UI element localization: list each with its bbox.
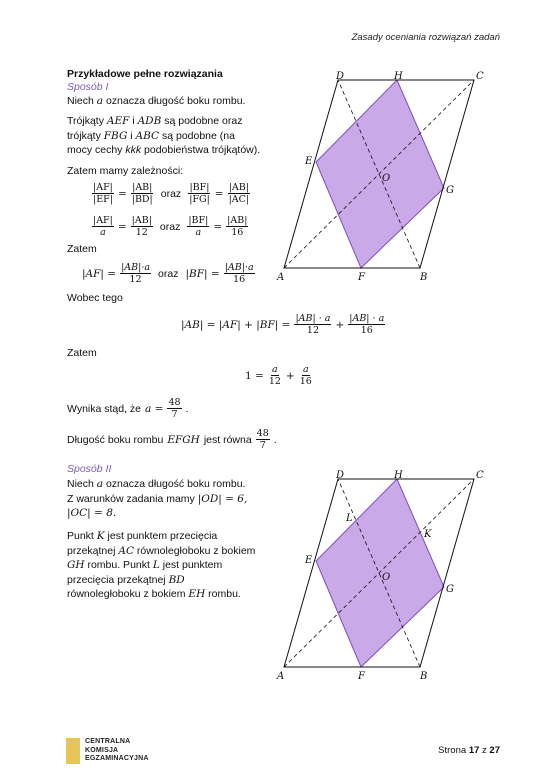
zatem-1: Zatem: [67, 243, 97, 255]
text: przecięcia przekątnej: [67, 573, 169, 586]
text: są podobne oraz: [161, 115, 243, 127]
fraction: [92, 215, 114, 238]
denominator: 16: [299, 376, 312, 387]
logo-emblem-icon: [66, 738, 80, 764]
denominator: 12: [129, 274, 142, 285]
math-var: EFGH: [167, 433, 200, 446]
numerator: |AB|·a: [224, 262, 254, 273]
text: Z warunków zadania mamy: [67, 492, 198, 505]
fraction: [256, 428, 270, 451]
numerator: |AB| · a: [349, 313, 385, 324]
math-var: FBG: [103, 129, 128, 142]
method2-intro: [67, 477, 277, 521]
numerator: a: [272, 364, 278, 375]
numerator: |AB|·a: [121, 262, 151, 273]
fraction: [228, 182, 251, 205]
numerator: |BF|: [189, 182, 210, 193]
fraction: [299, 364, 313, 387]
math-var: L: [152, 559, 160, 571]
text: oraz: [160, 187, 182, 200]
method1-intro: [67, 94, 245, 109]
text: równoległoboku z bokiem: [67, 588, 189, 600]
math-var: AEF: [106, 115, 130, 127]
text: podobieństwa trójkątów).: [141, 144, 261, 156]
ratios-intro: Zatem mamy zależności:: [67, 165, 184, 177]
text: oraz: [158, 267, 179, 280]
equals: =: [214, 187, 224, 200]
label-c: C: [476, 71, 484, 82]
denominator: 12: [268, 376, 281, 387]
label-h: H: [394, 71, 403, 82]
parallelogram-diagram: [272, 465, 492, 685]
method2-heading: Sposób II: [67, 463, 112, 475]
page-header: Zasady oceniania rozwiązań zadań: [351, 32, 500, 43]
label-a: A: [277, 272, 285, 283]
equation-5: [245, 364, 313, 387]
zatem-2: Zatem: [67, 347, 97, 359]
label-d: D: [336, 71, 345, 82]
fraction: [131, 215, 153, 238]
numerator: |AB|: [132, 182, 153, 193]
label-o: O: [382, 572, 391, 583]
fraction: [187, 215, 209, 238]
numerator: 48: [168, 397, 181, 408]
equals: =: [213, 220, 223, 233]
math-var: EH: [188, 588, 206, 600]
text: trójkąty: [67, 129, 104, 142]
method1-heading: Sposób I: [67, 81, 109, 93]
total-pages: 27: [489, 745, 500, 756]
plus: +: [335, 318, 345, 331]
label-a: A: [277, 671, 285, 682]
text: Punkt: [67, 530, 97, 542]
math-var: a: [96, 478, 104, 490]
denominator: a: [195, 227, 202, 238]
numerator: 48: [256, 428, 269, 439]
parallelogram-diagram: [272, 66, 492, 286]
lhs: |AB| = |AF| + |BF| =: [181, 318, 291, 331]
numerator: a: [302, 364, 309, 375]
label-g: G: [446, 185, 454, 196]
text: z: [479, 745, 490, 756]
numerator: |AF|: [93, 182, 113, 193]
denominator: 12: [135, 227, 148, 238]
numerator: |AB|: [228, 182, 249, 193]
denominator: |FG|: [189, 194, 210, 205]
label-e: E: [305, 555, 313, 566]
math-expr: |OC| = 8.: [67, 507, 117, 519]
fraction: [120, 262, 151, 285]
equation-2: [92, 215, 248, 238]
cke-logo: [66, 738, 149, 764]
logo-text: [85, 738, 149, 764]
text: oraz: [159, 220, 181, 233]
math-var: AC: [118, 544, 134, 557]
fraction: [268, 364, 282, 387]
text: kkk: [125, 144, 142, 156]
label-f: F: [358, 272, 365, 283]
fraction: [294, 313, 331, 336]
math-var: ABC: [135, 129, 160, 142]
denominator: 7: [171, 409, 178, 420]
denominator: 7: [259, 440, 266, 451]
final-line: [67, 428, 277, 451]
label-h: H: [394, 470, 403, 481]
equation-4: [181, 313, 385, 336]
fraction: [131, 182, 154, 205]
fraction: [188, 182, 211, 205]
denominator: 12: [306, 325, 320, 336]
rhombus: [316, 80, 444, 268]
numerator: |BF|: [188, 215, 209, 226]
lhs: 1 =: [245, 369, 264, 382]
figure-2: [272, 465, 492, 685]
text: przekątnej: [67, 544, 119, 557]
text: Długość boku rombu: [67, 433, 164, 446]
numerator: |AF|: [93, 215, 113, 226]
plus: +: [285, 369, 295, 382]
wobec-tego: Wobec tego: [67, 292, 123, 304]
label-b: B: [420, 272, 428, 283]
fraction: [226, 215, 248, 238]
lhs: |BF| =: [185, 267, 220, 280]
equation-1: [92, 182, 250, 205]
text: Trójkąty: [67, 115, 107, 127]
denominator: 16: [233, 274, 246, 285]
text: oznacza długość boku rombu.: [103, 95, 246, 107]
math-var: K: [96, 530, 105, 542]
label-k: K: [424, 529, 432, 540]
text: mocy cechy: [67, 144, 126, 156]
equation-3: [82, 262, 255, 285]
text: rombu.: [205, 588, 241, 600]
lhs: |AF| =: [82, 267, 117, 280]
denominator: |BD|: [131, 194, 153, 205]
text: Niech: [67, 478, 97, 490]
label-e: E: [305, 156, 313, 167]
fraction: [348, 313, 385, 336]
math-var: GH: [67, 559, 85, 571]
text: Wynika stąd, że: [67, 402, 142, 415]
label-f: F: [358, 671, 365, 682]
fraction: [167, 397, 181, 420]
numerator: |AB|: [227, 215, 248, 226]
page-number: [438, 745, 500, 756]
math-var: a: [96, 95, 104, 107]
figure-1: [272, 66, 492, 286]
label-l: L: [346, 513, 353, 524]
method1-similarity: [67, 114, 267, 158]
text: jest punktem przecięcia: [104, 530, 218, 542]
numerator: |AB| · a: [295, 313, 331, 324]
label-c: C: [476, 470, 484, 481]
math-expr: |OD| = 6,: [197, 492, 248, 505]
text: jest równa: [203, 433, 252, 446]
label-d: D: [336, 470, 345, 481]
text: jest punktem: [159, 559, 223, 571]
text: rombu. Punkt: [84, 559, 153, 571]
text: i: [127, 129, 136, 142]
section-title: Przykładowe pełne rozwiązania: [67, 68, 223, 80]
equals: =: [117, 220, 127, 233]
fraction: [92, 182, 114, 205]
label-b: B: [420, 671, 428, 682]
numerator: |AB|: [131, 215, 152, 226]
label-g: G: [446, 584, 454, 595]
denominator: |EF|: [93, 194, 113, 205]
math-var: ADB: [137, 115, 162, 127]
equals: =: [117, 187, 127, 200]
text: Strona: [438, 745, 469, 756]
denominator: 16: [231, 227, 244, 238]
rhombus: [316, 479, 444, 667]
denominator: a: [100, 227, 106, 238]
label-o: O: [382, 173, 391, 184]
denominator: |AC|: [228, 194, 250, 205]
method2-points: [67, 529, 282, 602]
fraction: [224, 262, 255, 285]
current-page: 17: [468, 745, 480, 756]
logo-line: EGZAMINACYJNA: [85, 755, 149, 763]
result-line: [67, 397, 188, 420]
text: są podobne (na: [159, 129, 235, 142]
logo-line: CENTRALNA: [85, 738, 131, 746]
text: równoległoboku z bokiem: [134, 544, 256, 557]
logo-line: KOMISJA: [85, 746, 119, 754]
text: i: [129, 115, 138, 127]
math-var: BD: [168, 573, 185, 586]
math-var: a =: [145, 402, 164, 415]
text: oznacza długość boku rombu.: [103, 478, 246, 490]
text: .: [273, 433, 277, 446]
denominator: 16: [360, 325, 373, 336]
text: Niech: [67, 95, 97, 107]
text: .: [185, 402, 189, 415]
